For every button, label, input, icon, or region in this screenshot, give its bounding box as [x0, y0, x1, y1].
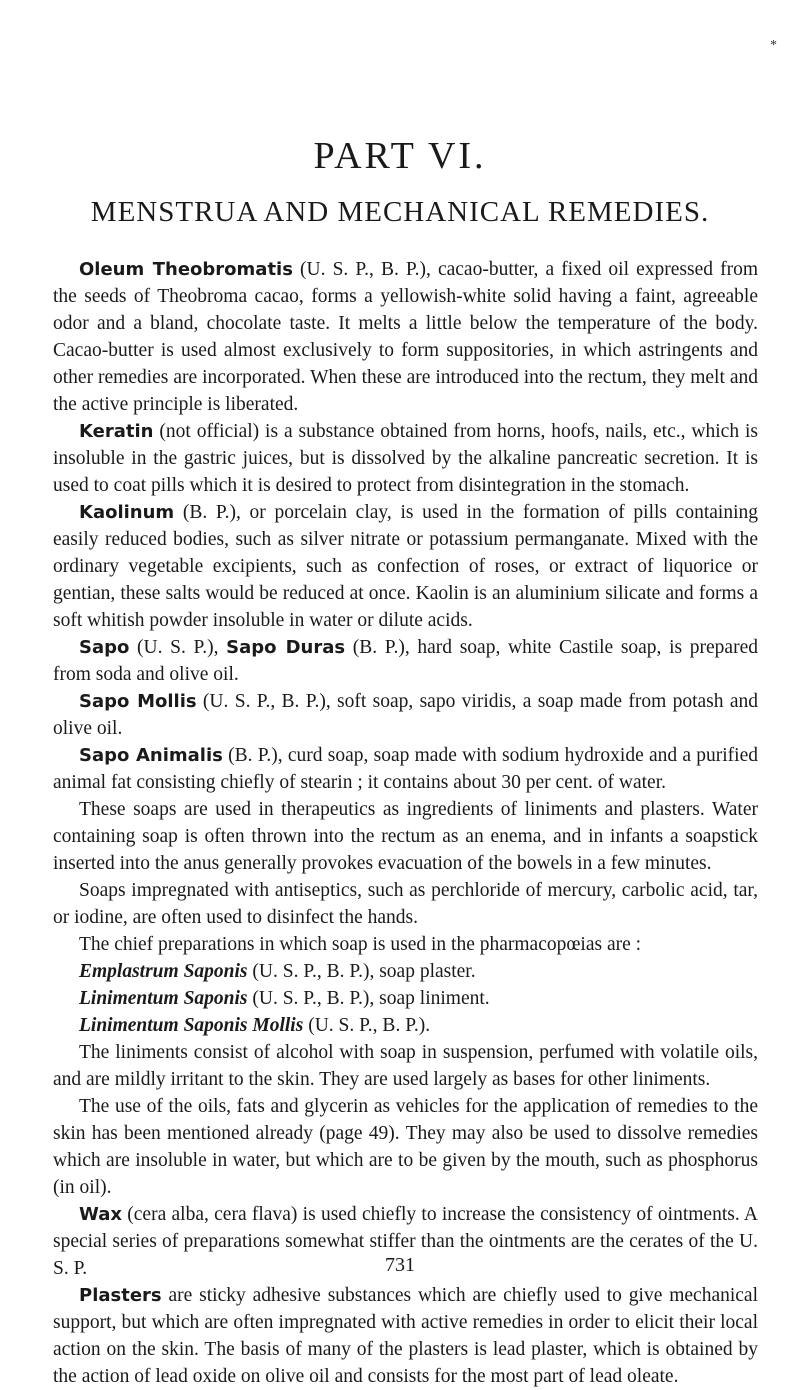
- paragraph-oils-fats: [53, 1093, 758, 1201]
- italic-term: Linimentum Saponis Mollis: [79, 1015, 304, 1036]
- paragraph-sapo-animalis: [53, 742, 758, 796]
- part-title: PART VI.: [313, 135, 487, 177]
- paragraph-text: Soaps impregnated with antiseptics, such as perchloride of mercury, carbolic acid, tar, or iodine, are often used to disinfect the hands.: [53, 880, 758, 928]
- paragraph-soaps-antiseptics: [53, 877, 758, 931]
- paragraph-linimentum-saponis: [53, 985, 758, 1012]
- paragraph-text: (B. P.), hard soap, white Castile soap, is prepared from soda and olive oil.: [53, 637, 758, 685]
- body-text: [53, 256, 758, 1390]
- paragraph-kaolinum: [53, 499, 758, 634]
- paragraph-text: (U. S. P., B. P.), soft soap, sapo viridis, a soap made from potash and olive oil.: [53, 691, 758, 739]
- paragraph-sapo-mollis: [53, 688, 758, 742]
- paragraph-keratin: [53, 418, 758, 499]
- paragraph-text: are sticky adhesive substances which are chiefly used to give mechanical support, but which are often impregnated with active remedies in order to elicit their local action on the skin. The basis of many of the plasters is lead plaster, which is obtained by the action of lead oxide on olive oil and consists for the most part of lead oleate.: [53, 1285, 758, 1387]
- italic-term: Linimentum Saponis: [79, 988, 248, 1009]
- paragraph-soaps-usage: [53, 796, 758, 877]
- paragraph-text: (U. S. P., B. P.), soap liniment.: [247, 988, 490, 1009]
- paragraph-text: The liniments consist of alcohol with soap in suspension, perfumed with volatile oils, and are mildly irritant to the skin. They are used largely as bases for other liniments.: [53, 1042, 758, 1090]
- term: Sapo: [79, 637, 130, 658]
- italic-term: Emplastrum Saponis: [79, 961, 248, 982]
- term: Sapo Duras: [226, 637, 346, 658]
- paragraph-text: (U. S. P., B. P.), cacao-butter, a fixed oil expressed from the seeds of Theobroma cacao, forms a yellowish-white solid having a faint, agreeable odor and a bland, chocolate taste. It melts a little below the temperature of the body. Cacao-butter is used almost exclusively to form suppositories, in which astringents and other remedies are incorporated. When these are introduced into the rectum, they melt and the active principle is liberated.: [53, 259, 759, 415]
- paragraph-text: (U. S. P.),: [129, 637, 227, 658]
- paragraph-chief-preparations: [53, 931, 758, 958]
- paragraph-liniments: [53, 1039, 758, 1093]
- term: Kaolinum: [79, 502, 175, 523]
- term: Keratin: [79, 421, 154, 442]
- paragraph-sapo: [53, 634, 758, 688]
- paragraph-text: (B. P.), or porcelain clay, is used in the formation of pills containing easily reduced bodies, such as silver nitrate or potassium permanganate. Mixed with the ordinary vegetable excipients, such as confection of roses, or extract of liquorice or gentian, these salts would be reduced at once. Kaolin is an aluminium silicate and forms a soft whitish powder insoluble in water or dilute acids.: [53, 502, 758, 631]
- paragraph-text: (U. S. P., B. P.).: [303, 1015, 431, 1036]
- term: Oleum Theobromatis: [79, 259, 293, 280]
- paragraph-plasters: [53, 1282, 758, 1390]
- paragraph-emplastrum-saponis: [53, 958, 758, 985]
- paragraph-text: The use of the oils, fats and glycerin as vehicles for the application of remedies to the skin has been mentioned already (page 49). They may also be used to dissolve remedies which are insoluble in water, but which are to be given by the mouth, such as phosphorus (in oil).: [53, 1096, 758, 1198]
- paragraph-text: (not official) is a substance obtained from horns, hoofs, nails, etc., which is insoluble in the gastric juices, but is dissolved by the alkaline pancreatic secretion. It is used to coat pills which it is desired to protect from disintegration in the stomach.: [53, 421, 758, 496]
- paragraph-text: The chief preparations in which soap is used in the pharmacopœias are :: [79, 934, 642, 955]
- term: Sapo Mollis: [79, 691, 197, 712]
- corner-mark: *: [770, 38, 777, 53]
- paragraph-text: (cera alba, cera flava) is used chiefly to increase the consistency of ointments. A special series of preparations somewhat stiffer than the ointments are the cerates of the U. S. P.: [53, 1204, 758, 1279]
- paragraph-text: These soaps are used in therapeutics as ingredients of liniments and plasters. Water containing soap is often thrown into the rectum as an enema, and in infants a soapstick inserted into the anus generally provokes evacuation of the bowels in a few minutes.: [53, 799, 758, 874]
- page-number: 731: [385, 1254, 415, 1276]
- term: Sapo Animalis: [79, 745, 223, 766]
- paragraph-linimentum-saponis-mollis: [53, 1012, 758, 1039]
- term: Wax: [79, 1204, 122, 1225]
- section-title: MENSTRUA AND MECHANICAL REMEDIES.: [90, 196, 710, 228]
- paragraph-text: (U. S. P., B. P.), soap plaster.: [247, 961, 476, 982]
- term: Plasters: [79, 1285, 162, 1306]
- paragraph-oleum-theobromatis: [53, 256, 758, 418]
- paragraph-text: (B. P.), curd soap, soap made with sodium hydroxide and a purified animal fat consisting chiefly of stearin ; it contains about 30 per cent. of water.: [53, 745, 758, 793]
